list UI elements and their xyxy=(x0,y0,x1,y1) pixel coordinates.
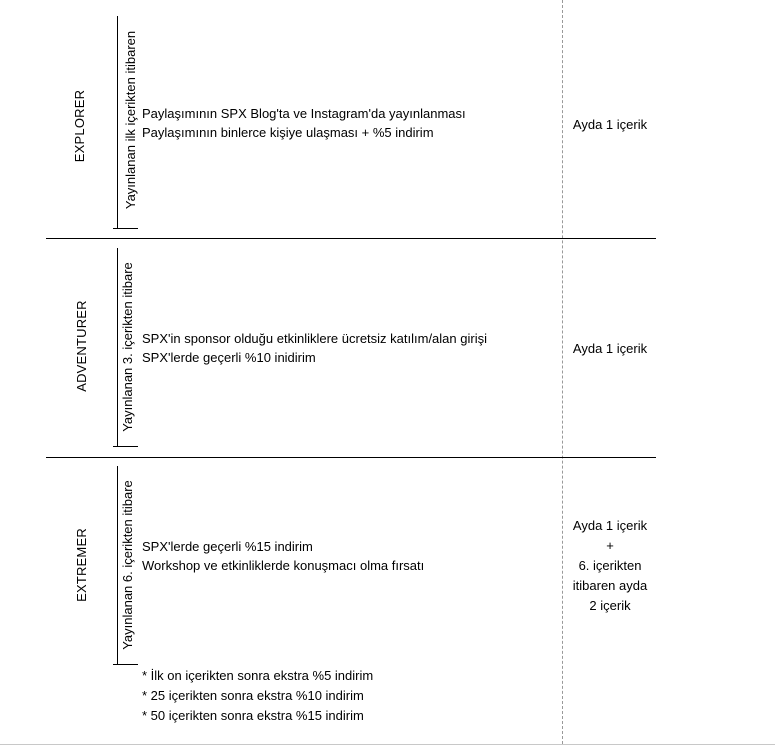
benefit-line: Paylaşımının SPX Blog'ta ve Instagram'da yayınlanması xyxy=(142,106,466,121)
footnotes xyxy=(142,666,373,726)
benefit-line: Workshop ve etkinliklerde konuşmacı olma fırsatı xyxy=(142,558,425,573)
benefit-line: SPX'lerde geçerli %10 inidirim xyxy=(142,350,316,365)
footnote: * İlk on içerikten sonra ekstra %5 indirim xyxy=(142,668,374,683)
frequency-line: itibaren ayda xyxy=(572,578,648,593)
threshold-bracket xyxy=(117,466,118,664)
frequency-line: 6. içerikten xyxy=(578,558,642,573)
benefit-line: SPX'in sponsor olduğu etkinliklere ücretsiz katılım/alan girişi xyxy=(142,331,487,346)
threshold-bracket xyxy=(117,16,118,228)
tier-name: ADVENTURER xyxy=(74,300,89,392)
frequency-line: Ayda 1 içerik xyxy=(572,117,648,132)
column-divider xyxy=(562,0,563,744)
threshold-bracket xyxy=(117,248,118,446)
tier-name: EXTREMER xyxy=(74,528,89,602)
tier-threshold: Yayınlanan ilk içerikten itibaren xyxy=(123,30,138,210)
tier-frequency xyxy=(565,516,655,616)
row-divider xyxy=(46,457,656,458)
tier-benefits xyxy=(142,329,487,367)
frequency-line: + xyxy=(606,538,614,553)
tier-benefits xyxy=(142,104,466,142)
tier-name: EXPLORER xyxy=(72,89,87,163)
frequency-line: Ayda 1 içerik xyxy=(572,518,648,533)
tier-threshold: Yayınlanan 6. içerikten itibare xyxy=(120,480,135,650)
page-bottom-border xyxy=(0,744,775,745)
tier-frequency xyxy=(565,115,655,135)
tier-frequency xyxy=(565,339,655,359)
benefit-line: SPX'lerde geçerli %15 indirim xyxy=(142,539,313,554)
tier-threshold: Yayınlanan 3. içerikten itibare xyxy=(120,262,135,432)
frequency-line: 2 içerik xyxy=(589,598,631,613)
tier-benefits xyxy=(142,537,424,575)
frequency-line: Ayda 1 içerik xyxy=(572,341,648,356)
row-divider xyxy=(46,238,656,239)
benefit-line: Paylaşımının binlerce kişiye ulaşması + %5 indirim xyxy=(142,125,434,140)
footnote: * 25 içerikten sonra ekstra %10 indirim xyxy=(142,688,364,703)
footnote: * 50 içerikten sonra ekstra %15 indirim xyxy=(142,708,364,723)
